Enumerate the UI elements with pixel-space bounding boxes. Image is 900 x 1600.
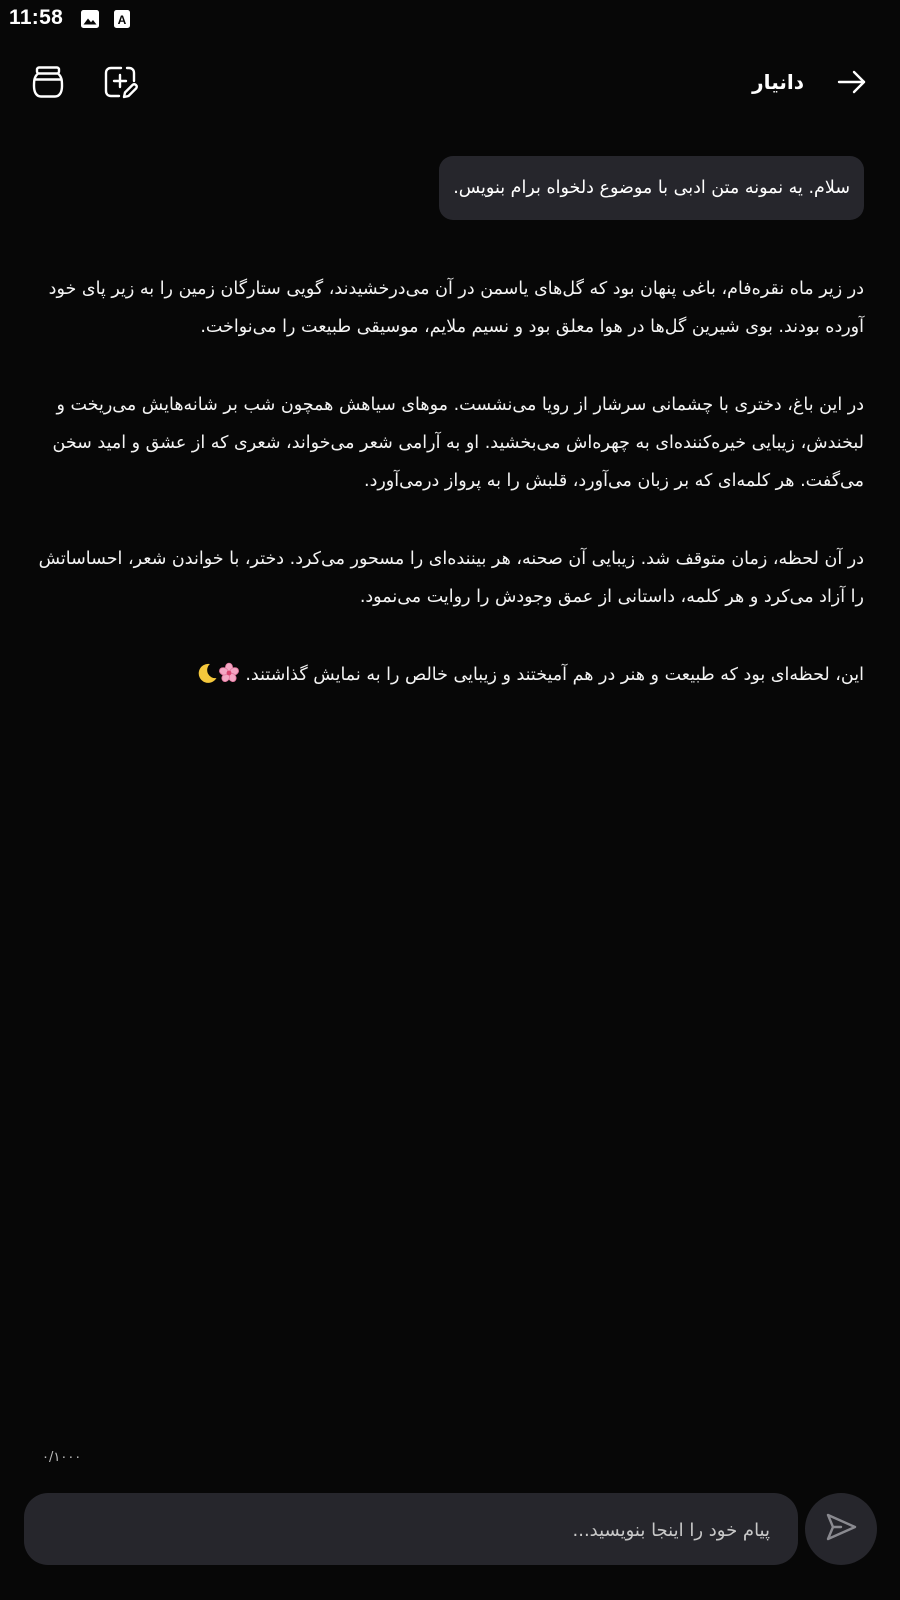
assistant-paragraph: در این باغ، دختری با چشمانی سرشار از رویا می‌نشست. موهای سیاهش همچون شب بر شانه‌هایش می‌ریخت و لبخندش، زیبایی خیره‌کننده‌ای به چهره‌اش می‌بخشید. او به آرامی شعر می‌خواند، شعری که از عشق و امید سخن می‌گفت. هر کلمه‌ای که بر زبان می‌آورد، قلبش را به پرواز درمی‌آورد. — [52, 395, 864, 491]
send-icon — [824, 1510, 858, 1548]
image-icon — [80, 9, 100, 33]
assistant-closing-paragraph — [38, 656, 864, 698]
new-chat-button[interactable] — [100, 64, 140, 104]
message-composer — [24, 1493, 798, 1565]
new-chat-icon — [102, 64, 138, 104]
user-message-text: سلام. یه نمونه متن ادبی با موضوع دلخواه برام بنویس. — [453, 178, 850, 198]
arrow-right-icon — [836, 66, 868, 102]
user-message-bubble — [439, 156, 864, 220]
svg-text:A: A — [117, 13, 127, 27]
cherry-blossom-icon — [218, 660, 240, 698]
assistant-paragraph: در زیر ماه نقره‌فام، باغی پنهان بود که گل‌های یاسمن در آن می‌درخشیدند، گویی ستارگان زمین را به زیر پای خود آورده بودند. بوی شیرین گل‌ها در هوا معلق بود و نسیم ملایم، موسیقی طبیعت را می‌نواخت. — [48, 279, 864, 337]
assistant-closing-text: این، لحظه‌ای بود که طبیعت و هنر در هم آمیختند و زیبایی خالص را به نمایش گذاشتند. — [245, 665, 864, 685]
assistant-paragraph: در آن لحظه، زمان متوقف شد. زیبایی آن صحنه، هر بیننده‌ای را مسحور می‌کرد. دختر، با خواندن شعر، احساساتش را آزاد می‌کرد و هر کلمه، داستانی از عمق وجودش را روایت می‌نمود. — [38, 549, 864, 607]
assistant-message — [38, 270, 864, 698]
app-header — [0, 50, 900, 118]
send-button[interactable] — [805, 1493, 877, 1565]
a-badge-icon — [113, 9, 131, 33]
back-button[interactable] — [832, 64, 872, 104]
status-bar — [0, 0, 900, 40]
crescent-moon-icon — [196, 660, 218, 698]
status-time: 11:58 — [9, 6, 64, 29]
chat-title: دانیار — [752, 70, 804, 94]
history-button[interactable] — [28, 64, 68, 104]
message-input[interactable] — [68, 1493, 772, 1567]
jar-icon — [30, 64, 66, 104]
character-counter: ۰/۱۰۰۰ — [42, 1450, 82, 1465]
